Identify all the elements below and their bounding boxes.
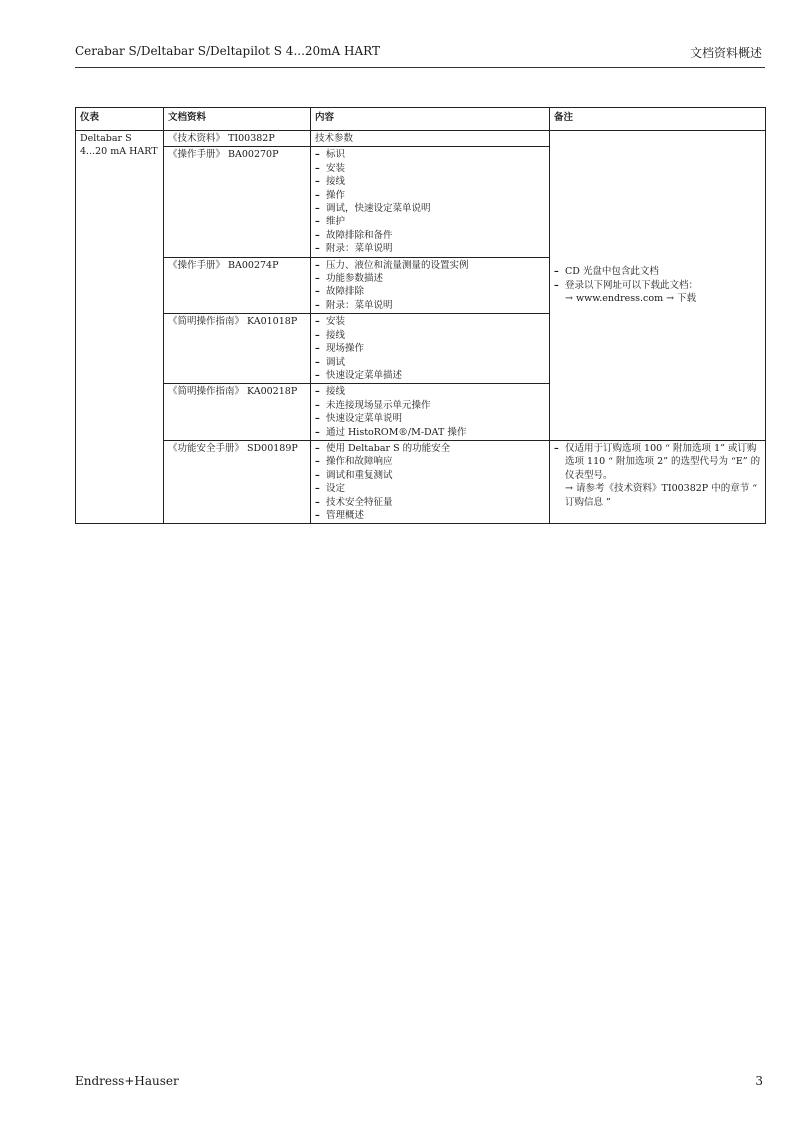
list-item: – 技术安全特征量 (315, 496, 545, 509)
header-title: Cerabar S/Deltabar S/Deltapilot S 4...20mA HART (75, 44, 380, 58)
list-item: – 通过 HistoROM®/M-DAT 操作 (315, 426, 545, 439)
page-number: 3 (755, 1074, 763, 1088)
list-item: – 快速设定菜单说明 (315, 412, 545, 425)
column-header: 内容 (311, 108, 550, 131)
content-list (315, 259, 545, 313)
list-item: – 调试和重复测试 (315, 469, 545, 482)
list-item: – 调试，快速设定菜单说明 (315, 202, 545, 215)
list-item: – 快速设定菜单描述 (315, 369, 545, 382)
list-item: – 未连接现场显示单元操作 (315, 399, 545, 412)
list-item: – 功能参数描述 (315, 272, 545, 285)
list-item: – 附录：菜单说明 (315, 299, 545, 312)
content-text: 技术参数 (315, 133, 354, 144)
header-section: 文档资料概述 (689, 46, 762, 60)
list-item: – 压力、液位和流量测量的设置实例 (315, 259, 545, 272)
list-item: – 安装 (315, 315, 545, 328)
list-item: – 仅适用于订购选项 100 “ 附加选项 1” 或订购选项 110 “ 附加选项 2” 的选型代号为 “E” 的仪表型号。 (554, 442, 761, 482)
content-cell (311, 147, 550, 257)
list-item: – 操作和故障响应 (315, 455, 545, 468)
list-item: – 使用 Deltabar S 的功能安全 (315, 442, 545, 455)
device-cell (76, 131, 164, 524)
doc-cell: 《技术资料》 TI00382P (164, 131, 311, 147)
download-link: → www.endress.com → 下载 (565, 293, 697, 305)
list-item: – 附录：菜单说明 (315, 242, 545, 255)
doc-cell: 《简明操作指南》 KA00218P (164, 384, 311, 441)
list-item: – 接线 (315, 175, 545, 188)
remark-list (554, 265, 761, 292)
list-item: – 登录以下网址可以下载此文档： (554, 279, 761, 292)
doc-cell: 《操作手册》 BA00270P (164, 147, 311, 257)
list-item: – 现场操作 (315, 342, 545, 355)
column-header: 文档资料 (164, 108, 311, 131)
list-item: – 接线 (315, 385, 545, 398)
list-item: – 标识 (315, 148, 545, 161)
remark-safety-cell (550, 440, 766, 523)
footer-brand: Endress+Hauser (75, 1074, 179, 1088)
table-row (76, 131, 766, 147)
table-header-row (76, 108, 766, 131)
list-item: – 故障排除和备件 (315, 229, 545, 242)
table-row (76, 440, 766, 523)
content-cell (311, 257, 550, 314)
content-list (315, 148, 545, 255)
documentation-table (75, 107, 766, 524)
list-item: – 接线 (315, 329, 545, 342)
list-item: – 安装 (315, 162, 545, 175)
list-item: – 维护 (315, 215, 545, 228)
remark-list (554, 442, 761, 482)
content-cell (311, 131, 550, 147)
list-item: – 调试 (315, 356, 545, 369)
content-list (315, 315, 545, 382)
list-item: – 故障排除 (315, 285, 545, 298)
reference-note: → 请参考《技术资料》TI00382P 中的章节 “ 订购信息 ” (565, 483, 758, 508)
column-header: 仪表 (76, 108, 164, 131)
content-cell (311, 314, 550, 384)
device-name: Deltabar S 4...20 mA HART (80, 133, 158, 158)
doc-cell: 《操作手册》 BA00274P (164, 257, 311, 314)
header-rule (75, 67, 765, 68)
list-item: – 操作 (315, 189, 545, 202)
list-item: – 设定 (315, 482, 545, 495)
remark-common-cell (550, 131, 766, 441)
doc-cell: 《功能安全手册》 SD00189P (164, 440, 311, 523)
content-list (315, 385, 545, 439)
content-list (315, 442, 545, 522)
list-item: – 管理概述 (315, 509, 545, 522)
content-cell (311, 384, 550, 441)
content-cell (311, 440, 550, 523)
list-item: – CD 光盘中包含此文档 (554, 265, 761, 278)
column-header: 备注 (550, 108, 766, 131)
doc-cell: 《简明操作指南》 KA01018P (164, 314, 311, 384)
